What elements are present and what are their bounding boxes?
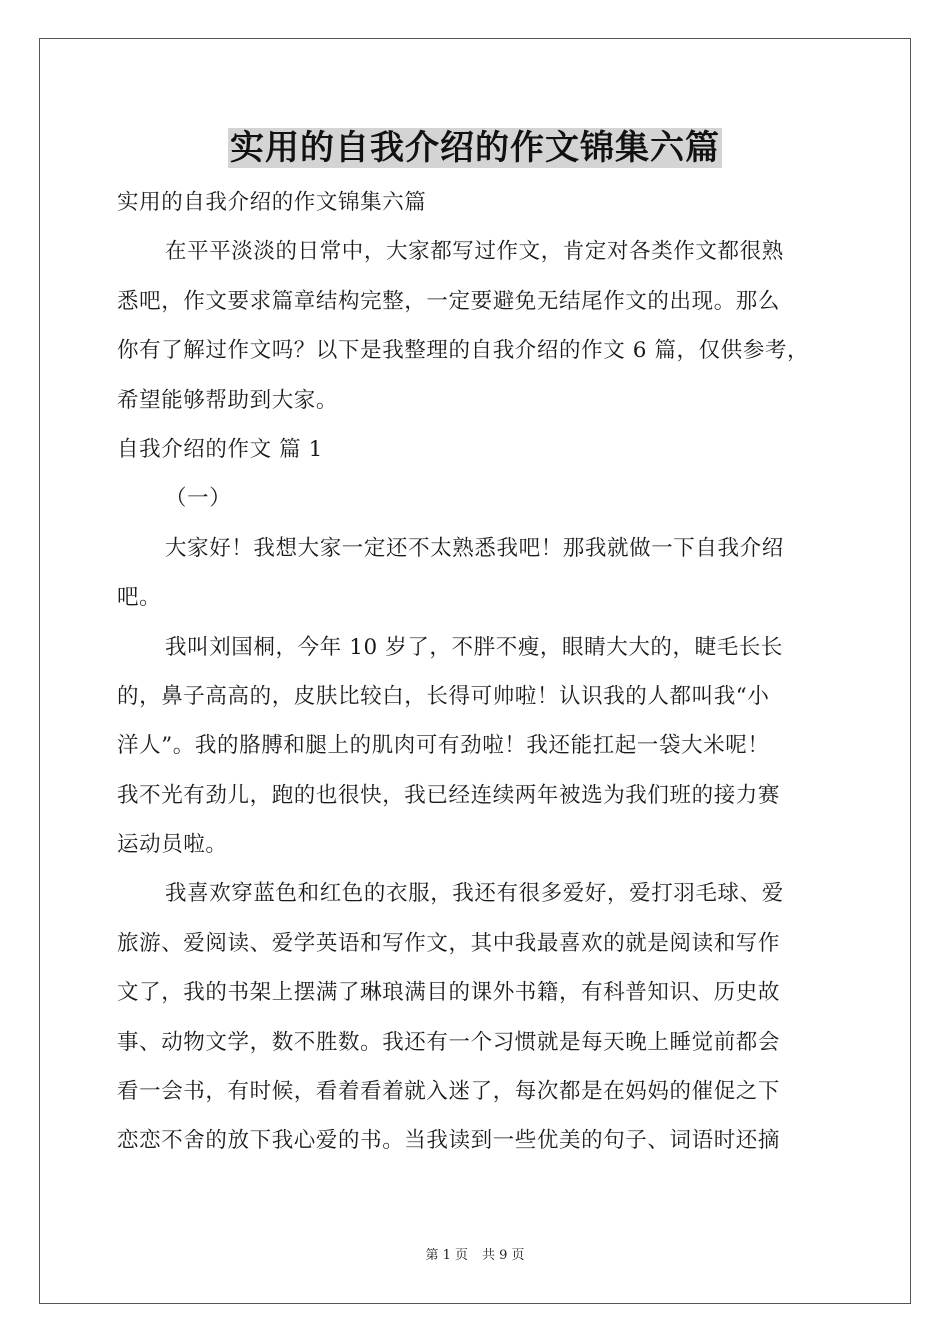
text-line: 旅游、爱阅读、爱学英语和写作文，其中我最喜欢的就是阅读和写作 <box>117 930 781 956</box>
page-total: 共 9 页 <box>482 1248 525 1263</box>
title-container <box>0 128 950 168</box>
text-line: 悉吧，作文要求篇章结构完整，一定要避免无结尾作文的出现。那么 <box>117 288 781 314</box>
text-line: 在平平淡淡的日常中，大家都写过作文，肯定对各类作文都很熟 <box>165 239 784 265</box>
text-line: 我喜欢穿蓝色和红色的衣服，我还有很多爱好，爱打羽毛球、爱 <box>165 881 784 907</box>
text-line: 运动员啦。 <box>117 832 228 858</box>
page-footer <box>0 1247 950 1265</box>
text-line: 希望能够帮助到大家。 <box>117 387 339 413</box>
text-line: 看一会书，有时候，看着看着就入迷了，每次都是在妈妈的催促之下 <box>117 1079 781 1105</box>
text-line: 我不光有劲儿，跑的也很快，我已经连续两年被选为我们班的接力赛 <box>117 782 781 808</box>
text-line: 你有了解过作文吗？以下是我整理的自我介绍的作文 6 篇，仅供参考， <box>117 338 810 364</box>
text-line: 我叫刘国桐，今年 10 岁了，不胖不瘦，眼睛大大的，睫毛长长 <box>165 634 784 660</box>
text-line: 实用的自我介绍的作文锦集六篇 <box>117 190 427 215</box>
text-line: 大家好！我想大家一定还不太熟悉我吧！那我就做一下自我介绍 <box>165 535 784 561</box>
page-number: 第 1 页 <box>425 1248 468 1263</box>
text-line: 文了，我的书架上摆满了琳琅满目的课外书籍，有科普知识、历史故 <box>117 980 781 1006</box>
text-line: 自我介绍的作文 篇 1 <box>117 436 323 462</box>
text-line: 恋恋不舍的放下我心爱的书。当我读到一些优美的句子、词语时还摘 <box>117 1128 781 1154</box>
text-line: 洋人”。我的胳膊和腿上的肌肉可有劲啦！我还能扛起一袋大米呢！ <box>117 733 770 759</box>
text-line: （一） <box>165 486 232 512</box>
text-line: 吧。 <box>117 585 162 611</box>
text-line: 的，鼻子高高的，皮肤比较白，长得可帅啦！认识我的人都叫我“小 <box>117 683 770 709</box>
document-title: 实用的自我介绍的作文锦集六篇 <box>230 128 720 168</box>
text-line: 事、动物文学，数不胜数。我还有一个习惯就是每天晚上睡觉前都会 <box>117 1029 781 1055</box>
document-body <box>117 178 852 1166</box>
